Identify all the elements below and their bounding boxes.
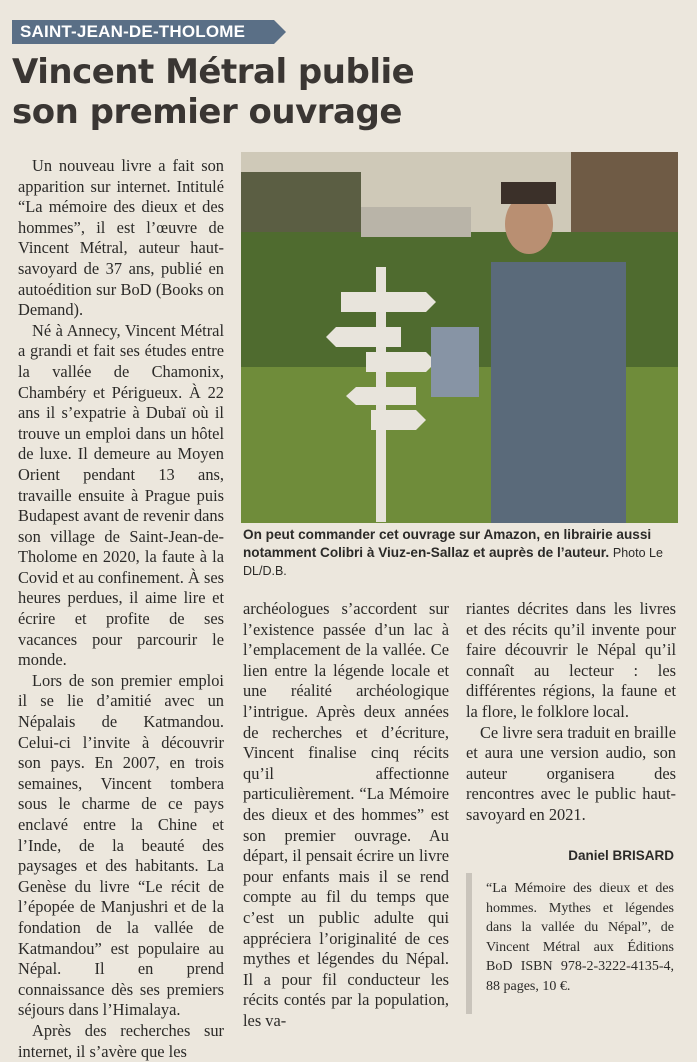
article-column-2 [243,599,449,1031]
headline-line-1: Vincent Métral publie [12,52,415,92]
photo-illustration [241,152,678,523]
photo-caption [243,526,679,581]
paragraph: archéologues s’accordent sur l’existence passée d’un lac à l’emplacement de la vallée. Ce lien entre la légende locale et une réalité archéologique l’intrigue. Après deux années de recherches et d’écriture, Vincent finalise cinq récits qu’il affectionne particulièrement. “La Mémoire des dieux et des hommes” est son premier ouvrage. Au départ, il pensait écrire un livre pour enfants mais il se rend compte au fil du temps que c’est un public adulte qui appréciera l’originalité de ces mythes et légendes du Népal. Il a pour fil conducteur les récits contés par la population, les va- [243,599,449,1030]
article-photo [241,152,678,523]
paragraph: Lors de son premier emploi il se lie d’amitié avec un Népalais de Katmandou. Celui-ci l’invite à découvrir son pays. En 2007, en trois semaines, Vincent tombera sous le charme de ce pays enclavé entre la Chine et l’Inde, de la beauté des paysages et des habitants. La Genèse du livre “Le récit de l’épopée de Manjushri et de la fondation de la vallée de Katmandou” est populaire au Népal. Il en prend connaissance dès ses premiers séjours dans l’Himalaya. [18,670,224,1020]
section-kicker: SAINT-JEAN-DE-THOLOME [12,20,274,44]
article-column-3 [466,599,676,826]
book-info-box: “La Mémoire des dieux et des hommes. Mythes et légendes dans la vallée du Népal”, de Vincent Métral aux Éditions BoD ISBN 978-2-3222-4135-4, 88 pages, 10 €. [466,873,678,1014]
paragraph: Un nouveau livre a fait son apparition sur internet. Intitulé “La mémoire des dieux et des hommes”, il est l’œuvre de Vincent Métral, auteur haut-savoyard de 37 ans, publié en autoédition sur BoD (Books on Demand). [18,156,224,320]
paragraph: Né à Annecy, Vincent Métral a grandi et fait ses études entre la vallée de Chamonix, Chambéry et Périgueux. À 22 ans il s’expatrie à Dubaï où il trouve un emploi dans un hôtel de luxe. Il demeure au Moyen Orient pendant 13 ans, travaille ensuite à Prague puis Budapest avant de revenir dans son village de Saint-Jean-de-Tholome en 2020, la faute à la Covid et au confinement. À ses heures perdues, il aime lire et écrire et profite de ses vacances pour parcourir le monde. [18,320,224,670]
article-column-1 [18,156,224,1062]
caption-text: On peut commander cet ouvrage sur Amazon, en librairie aussi notamment Colibri à Viuz-en-Sallaz et auprès de l’auteur. [243,527,652,560]
headline-line-2: son premier ouvrage [12,92,402,132]
headline [12,52,612,132]
paragraph: Après des recherches sur internet, il s’avère que les [18,1020,224,1061]
paragraph: riantes décrites dans les livres et des récits qu’il invente pour faire découvrir le Népal qu’il connaît au lecteur : les différentes régions, la faune et la flore, le folklore local. [466,599,676,721]
paragraph: Ce livre sera traduit en braille et aura une version audio, son auteur organisera des rencontres avec le public haut-savoyard en 2021. [466,722,676,824]
photo-credit: Photo Le DL/D.B. [243,545,663,578]
author-signature: Daniel BRISARD [568,848,674,863]
